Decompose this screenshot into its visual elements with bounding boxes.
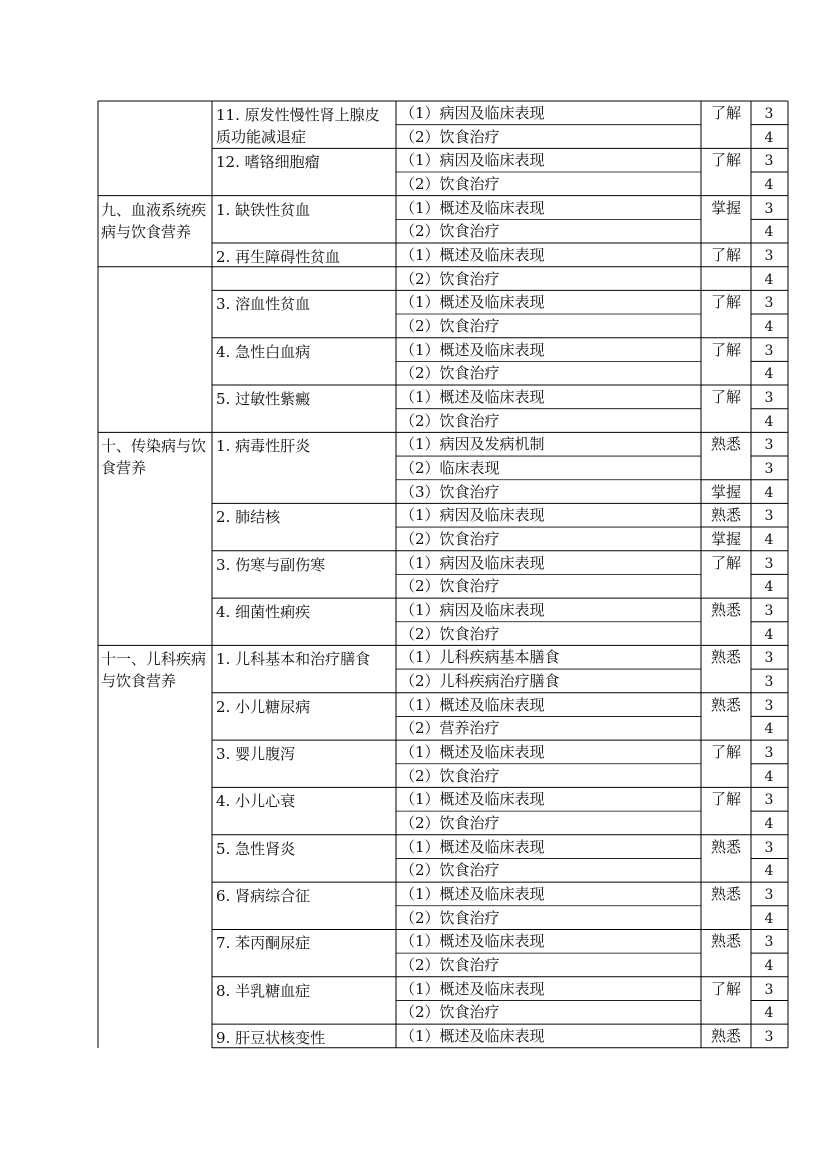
unit-number: 3	[764, 697, 774, 714]
level-badge: 掌握	[710, 530, 741, 549]
sub-item-text: （1）概述及临床表现	[400, 743, 545, 762]
sub-item-text: （1）概述及临床表现	[400, 293, 545, 312]
topic-label: 3. 溶血性贫血	[216, 295, 311, 314]
unit-number: 3	[764, 981, 774, 998]
sub-item-text: （2）饮食治疗	[400, 1003, 500, 1022]
topic-label: 5. 过敏性紫癜	[216, 390, 311, 409]
level-badge: 了解	[710, 790, 741, 809]
unit-number: 3	[764, 887, 774, 904]
topic-label: 3. 伤寒与副伤寒	[216, 555, 326, 574]
level-badge: 了解	[710, 743, 741, 762]
unit-number: 3	[764, 153, 774, 170]
sub-item-text: （2）饮食治疗	[400, 530, 500, 549]
unit-number: 4	[764, 271, 774, 288]
topic-label: 4. 细菌性痢疾	[216, 603, 311, 622]
unit-number: 4	[764, 129, 774, 146]
level-badge: 熟悉	[710, 1027, 741, 1046]
topic-label: 2. 肺结核	[216, 508, 281, 527]
sub-item-text: （2）饮食治疗	[400, 956, 500, 975]
level-badge: 熟悉	[710, 837, 741, 856]
unit-number: 4	[764, 958, 774, 975]
unit-number: 4	[764, 863, 774, 880]
sub-item-text: （1）病因及临床表现	[400, 601, 545, 620]
topic-label: 4. 急性白血病	[216, 342, 311, 361]
sub-item-text: （1）病因及临床表现	[400, 104, 545, 122]
unit-number: 3	[764, 437, 774, 454]
unit-number: 4	[764, 1005, 774, 1022]
level-badge: 掌握	[710, 198, 741, 217]
unit-number: 3	[764, 603, 774, 620]
unit-number: 3	[764, 390, 774, 407]
level-badge: 熟悉	[710, 885, 741, 904]
unit-number: 3	[764, 792, 774, 809]
topic-label: 8. 半乳糖血症	[216, 981, 311, 1000]
topic-label: 9. 肝豆状核变性	[216, 1029, 326, 1048]
sub-item-text: （2）饮食治疗	[400, 175, 500, 193]
section-label: 十一、儿科疾病与饮食营养	[101, 650, 207, 691]
sub-item-text: （1）病因及临床表现	[400, 506, 545, 525]
unit-number: 3	[764, 934, 774, 951]
level-badge: 了解	[710, 293, 741, 312]
sub-item-text: （2）饮食治疗	[400, 814, 500, 833]
level-badge: 了解	[710, 151, 741, 170]
unit-number: 4	[764, 224, 774, 241]
unit-number: 3	[764, 1029, 774, 1046]
level-badge: 了解	[710, 340, 741, 359]
unit-number: 4	[764, 816, 774, 833]
level-badge: 了解	[710, 104, 741, 122]
sub-item-text: （1）病因及临床表现	[400, 151, 545, 170]
level-badge: 熟悉	[710, 695, 741, 714]
unit-number: 4	[764, 177, 774, 193]
unit-number: 4	[764, 532, 774, 549]
sub-item-text: （1）概述及临床表现	[400, 198, 545, 217]
level-badge: 熟悉	[710, 932, 741, 951]
unit-number: 3	[764, 674, 774, 691]
level-badge: 熟悉	[710, 648, 741, 667]
sub-item-text: （2）饮食治疗	[400, 317, 500, 336]
sub-item-text: （1）概述及临床表现	[400, 790, 545, 809]
sub-item-text: （2）饮食治疗	[400, 577, 500, 596]
level-badge: 了解	[710, 553, 741, 572]
sub-item-text: （2）儿科疾病治疗膳食	[400, 672, 560, 691]
topic-label: 1. 儿科基本和治疗膳食	[216, 650, 371, 669]
level-badge: 了解	[710, 388, 741, 407]
sub-item-text: （2）饮食治疗	[400, 624, 500, 643]
unit-number: 3	[764, 745, 774, 762]
sub-item-text: （1）儿科疾病基本膳食	[400, 648, 560, 667]
sub-item-text: （1）概述及临床表现	[400, 388, 545, 407]
unit-number: 4	[764, 413, 774, 430]
sub-item-text: （1）概述及临床表现	[400, 695, 545, 714]
sub-item-text: （2）饮食治疗	[400, 861, 500, 880]
unit-number: 3	[764, 650, 774, 667]
sub-item-text: （1）概述及临床表现	[400, 837, 545, 856]
section-label: 十、传染病与饮食营养	[101, 437, 207, 478]
topic-label: 7. 苯丙酮尿症	[216, 934, 311, 953]
unit-number: 3	[764, 839, 774, 856]
topic-label: 12. 嗜铬细胞瘤	[216, 153, 320, 172]
sub-item-text: （3）饮食治疗	[400, 482, 500, 501]
unit-number: 3	[764, 200, 774, 217]
section-label: 九、血液系统疾病与饮食营养	[101, 200, 207, 241]
sub-item-text: （1）病因及发病机制	[400, 435, 545, 454]
unit-number: 3	[764, 555, 774, 572]
sub-item-text: （2）临床表现	[400, 459, 500, 478]
level-badge: 了解	[710, 979, 741, 998]
sub-item-text: （2）饮食治疗	[400, 908, 500, 927]
unit-number: 3	[764, 342, 774, 359]
unit-number: 3	[764, 295, 774, 312]
topic-label: 3. 婴儿腹泻	[216, 745, 296, 764]
unit-number: 4	[764, 626, 774, 643]
level-badge: 掌握	[710, 482, 741, 501]
sub-item-text: （1）概述及临床表现	[400, 885, 545, 904]
unit-number: 4	[764, 721, 774, 738]
unit-number: 3	[764, 106, 774, 122]
unit-number: 4	[764, 910, 774, 927]
level-badge: 熟悉	[710, 435, 741, 454]
sub-item-text: （2）营养治疗	[400, 719, 500, 738]
sub-item-text: （1）概述及临床表现	[400, 246, 545, 265]
topic-label: 6. 肾病综合征	[216, 887, 311, 906]
sub-item-text: （1）概述及临床表现	[400, 340, 545, 359]
level-badge: 了解	[710, 246, 741, 265]
unit-number: 4	[764, 319, 774, 336]
unit-number: 4	[764, 366, 774, 383]
unit-number: 3	[764, 461, 774, 478]
level-badge: 熟悉	[710, 601, 741, 620]
unit-number: 3	[764, 508, 774, 525]
level-badge: 熟悉	[710, 506, 741, 525]
topic-label: 11. 原发性慢性肾上腺皮质功能减退症	[216, 106, 380, 146]
unit-number: 4	[764, 579, 774, 596]
sub-item-text: （2）饮食治疗	[400, 364, 500, 383]
sub-item-text: （1）概述及临床表现	[400, 1027, 545, 1046]
topic-label: 2. 小儿糖尿病	[216, 697, 311, 716]
unit-number: 4	[764, 484, 774, 501]
sub-item-text: （1）概述及临床表现	[400, 932, 545, 951]
topic-label: 5. 急性肾炎	[216, 839, 296, 858]
sub-item-text: （2）饮食治疗	[400, 222, 500, 241]
sub-item-text: （1）概述及临床表现	[400, 979, 545, 998]
sub-item-text: （2）饮食治疗	[400, 127, 500, 146]
sub-item-text: （2）饮食治疗	[400, 269, 500, 288]
topic-label: 2. 再生障碍性贫血	[216, 248, 341, 267]
topic-label: 1. 病毒性肝炎	[216, 437, 311, 456]
topic-label: 1. 缺铁性贫血	[216, 200, 311, 219]
sub-item-text: （1）病因及临床表现	[400, 553, 545, 572]
topic-label: 4. 小儿心衰	[216, 792, 296, 811]
sub-item-text: （2）饮食治疗	[400, 766, 500, 785]
sub-item-text: （2）饮食治疗	[400, 411, 500, 430]
unit-number: 3	[764, 248, 774, 265]
unit-number: 4	[764, 768, 774, 785]
